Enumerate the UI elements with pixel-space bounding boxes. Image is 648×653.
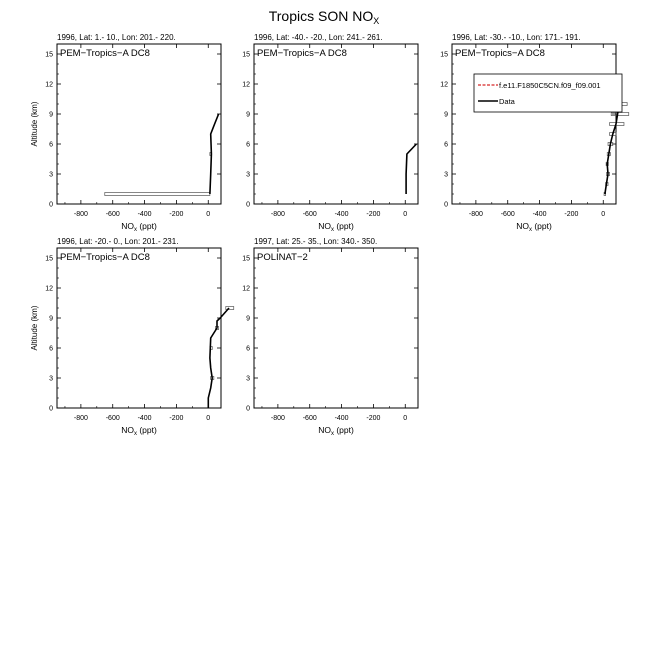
y-tick-label: 12: [45, 81, 53, 89]
x-tick-label: -200: [366, 415, 381, 422]
plot-frame: [452, 44, 616, 204]
y-tick-label: 15: [242, 255, 250, 263]
y-tick-label: 15: [45, 51, 53, 59]
x-tick-label: -600: [302, 211, 317, 218]
y-tick-label: 9: [49, 111, 53, 119]
figure-title-main: Tropics SON NO: [268, 8, 374, 24]
figure-title-sub: X: [373, 16, 380, 26]
campaign-label: PEM−Tropics−A DC8: [60, 48, 150, 59]
x-tick-label: -400: [137, 211, 152, 218]
y-tick-label: 15: [45, 255, 53, 263]
y-tick-label: 6: [49, 141, 53, 149]
x-tick-label: 0: [601, 211, 606, 218]
y-tick-label: 15: [242, 51, 250, 59]
plot-frame: [254, 248, 418, 408]
y-tick-label: 15: [440, 51, 448, 59]
y-tick-label: 0: [444, 201, 448, 209]
campaign-label: PEM−Tropics−A DC8: [257, 48, 347, 59]
panel-5: [242, 237, 418, 437]
error-bar: [226, 307, 234, 310]
y-tick-label: 9: [444, 111, 448, 119]
x-tick-label: -200: [564, 211, 579, 218]
y-tick-label: 0: [49, 201, 53, 209]
x-axis-label: $NO_x$ (ppt): [121, 425, 157, 437]
plot-frame: [57, 44, 221, 204]
x-tick-label: 0: [403, 211, 408, 218]
y-tick-label: 6: [49, 345, 53, 353]
x-tick-label: -800: [270, 415, 285, 422]
y-tick-label: 3: [49, 171, 53, 179]
x-axis-label: $NO_x$ (ppt): [318, 221, 354, 233]
y-tick-label: 3: [444, 171, 448, 179]
x-axis-label: $NO_x$ (ppt): [121, 221, 157, 233]
y-tick-label: 3: [246, 375, 250, 383]
y-tick-label: 6: [246, 345, 250, 353]
x-tick-label: -400: [334, 211, 349, 218]
panel-header: 1997, Lat: 25.- 35., Lon: 340.- 350.: [254, 237, 378, 246]
y-tick-label: 0: [49, 405, 53, 413]
x-tick-label: -400: [334, 415, 349, 422]
x-tick-label: 0: [206, 415, 211, 422]
campaign-label: PEM−Tropics−A DC8: [455, 48, 545, 59]
plot-frame: [57, 248, 221, 408]
y-axis-label: Altitude (km): [30, 101, 39, 147]
campaign-label: PEM−Tropics−A DC8: [60, 252, 150, 263]
x-tick-label: 0: [403, 415, 408, 422]
legend-data-label: Data: [499, 97, 515, 106]
x-tick-label: -400: [137, 415, 152, 422]
panel-1: [30, 33, 221, 233]
plot-frame: [254, 44, 418, 204]
y-tick-label: 9: [246, 315, 250, 323]
x-tick-label: -200: [366, 211, 381, 218]
series-line-data: [605, 104, 619, 194]
figure-title: [0, 8, 648, 26]
y-tick-label: 12: [440, 81, 448, 89]
series-line-data: [208, 308, 229, 408]
panel-header: 1996, Lat: 1.- 10., Lon: 201.- 220.: [57, 33, 176, 42]
x-tick-label: -600: [105, 211, 120, 218]
x-tick-label: -600: [302, 415, 317, 422]
series-line-data: [406, 144, 416, 194]
x-tick-label: -400: [532, 211, 547, 218]
y-tick-label: 3: [49, 375, 53, 383]
campaign-label: POLINAT−2: [257, 252, 308, 263]
x-tick-label: -200: [169, 211, 184, 218]
x-tick-label: -600: [105, 415, 120, 422]
y-axis-label: Altitude (km): [30, 305, 39, 351]
panel-2: [242, 33, 418, 233]
x-axis-label: $NO_x$ (ppt): [318, 425, 354, 437]
x-tick-label: -800: [270, 211, 285, 218]
y-tick-label: 0: [246, 201, 250, 209]
legend: [474, 74, 622, 112]
y-tick-label: 12: [242, 285, 250, 293]
y-tick-label: 6: [444, 141, 448, 149]
x-tick-label: -800: [73, 211, 88, 218]
y-tick-label: 9: [246, 111, 250, 119]
legend-box: [474, 74, 622, 112]
x-axis-label: $NO_x$ (ppt): [516, 221, 552, 233]
y-tick-label: 6: [246, 141, 250, 149]
panel-4: [30, 237, 234, 437]
error-bar: [105, 193, 210, 196]
legend-model-label: f.e11.F1850C5CN.f09_f09.001: [499, 81, 601, 90]
panel-header: 1996, Lat: -40.- -20., Lon: 241.- 261.: [254, 33, 383, 42]
x-tick-label: -600: [500, 211, 515, 218]
panel-header: 1996, Lat: -20.- 0., Lon: 201.- 231.: [57, 237, 179, 246]
x-tick-label: -800: [468, 211, 483, 218]
y-tick-label: 0: [246, 405, 250, 413]
y-tick-label: 3: [246, 171, 250, 179]
series-line-data: [210, 114, 219, 194]
panel-3: [440, 33, 629, 233]
y-tick-label: 12: [242, 81, 250, 89]
x-tick-label: 0: [206, 211, 211, 218]
y-tick-label: 9: [49, 315, 53, 323]
y-tick-label: 12: [45, 285, 53, 293]
x-tick-label: -200: [169, 415, 184, 422]
x-tick-label: -800: [73, 415, 88, 422]
panel-header: 1996, Lat: -30.- -10., Lon: 171.- 191.: [452, 33, 581, 42]
